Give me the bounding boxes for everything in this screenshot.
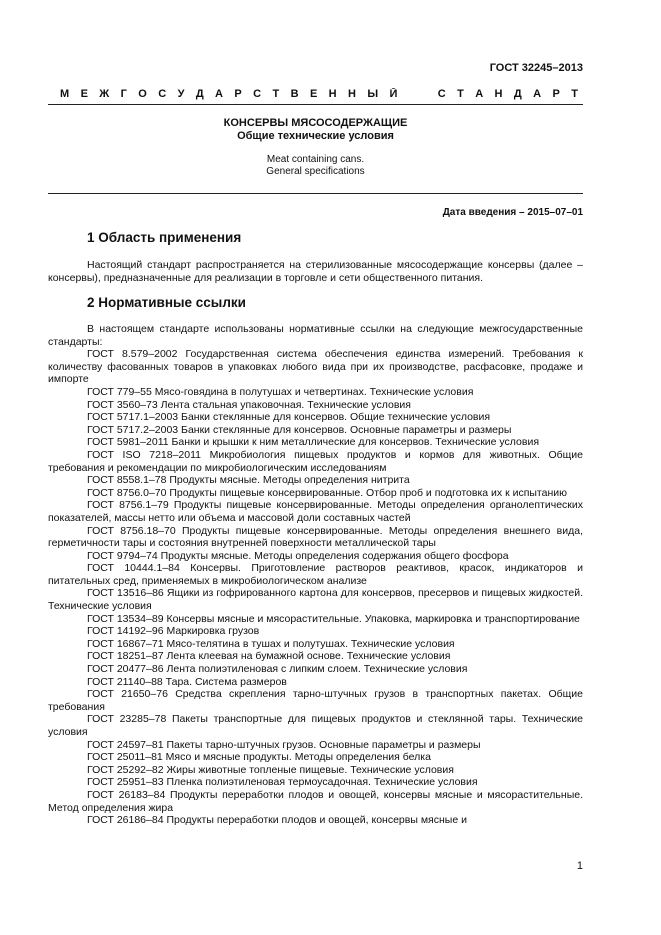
reference-item: ГОСТ 5717.1–2003 Банки стеклянные для консервов. Общие технические условия <box>87 411 491 424</box>
reference-item: ГОСТ 24597–81 Пакеты тарно-штучных грузов. Основные параметры и размеры <box>87 738 481 751</box>
banner-letter: О <box>138 88 147 100</box>
reference-item: ГОСТ 5717.2–2003 Банки стеклянные для консервов. Основные параметры и размеры <box>87 423 512 436</box>
reference-item: ГОСТ 25292–82 Жиры животные топленые пищевые. Технические условия <box>87 763 454 776</box>
top-rule <box>48 104 583 105</box>
reference-item: ГОСТ 3560–73 Лента стальная упаковочная. Технические условия <box>87 398 411 411</box>
reference-item: ГОСТ 8756.0–70 Продукты пищевые консервированные. Отбор проб и подготовка их к испытанию <box>87 486 567 499</box>
banner-letter: С <box>437 88 446 100</box>
interstate-standard-banner <box>60 88 578 100</box>
section-1-heading: 1 Область применения <box>87 230 242 245</box>
reference-item: ГОСТ 14192–96 Маркировка грузов <box>87 625 260 638</box>
banner-letter: М <box>60 88 70 100</box>
banner-letter: У <box>177 88 185 100</box>
banner-letter: Д <box>513 88 522 100</box>
banner-letter: Й <box>389 88 398 100</box>
bottom-rule <box>48 193 583 194</box>
banner-letter: Г <box>120 88 127 100</box>
reference-item: ГОСТ 10444.1–84 Консервы. Приготовление растворов реактивов, красок, индикаторов и питательных сред, применяемых в микробиологическом анализе <box>48 562 583 587</box>
banner-letter: Д <box>195 88 204 100</box>
reference-item: ГОСТ 16867–71 Мясо-телятина в тушах и полутушах. Технические условия <box>87 637 455 650</box>
banner-letter: Н <box>328 88 337 100</box>
document-subtitle: Общие технические условия <box>237 130 394 142</box>
banner-letter: А <box>533 88 542 100</box>
reference-item: ГОСТ 13534–89 Консервы мясные и мясорастительные. Упаковка, маркировка и транспортирование <box>87 612 580 625</box>
reference-item: ГОСТ 8558.1–78 Продукты мясные. Методы определения нитрита <box>87 474 410 487</box>
english-title-line1: Meat containing cans. <box>266 154 365 165</box>
banner-letter: В <box>290 88 299 100</box>
page-number: 1 <box>576 860 583 872</box>
reference-item: ГОСТ 26186–84 Продукты переработки плодов и овощей, консервы мясные и <box>87 814 467 827</box>
reference-item: ГОСТ 21140–88 Тара. Система размеров <box>87 675 287 688</box>
banner-letter: Н <box>348 88 356 100</box>
reference-item: ГОСТ 8.579–2002 Государственная система обеспечения единства измерений. Требования к количеству фасованных товаров в упаковках любого вида при их производстве, расфасовке, продаже и импорте <box>48 348 583 386</box>
banner-letter <box>423 88 426 100</box>
banner-letter: Е <box>80 88 88 100</box>
reference-item: ГОСТ 21650–76 Средства скрепления тарно-штучных грузов в транспортных пакетах. Общие требования <box>48 688 583 713</box>
reference-item: ГОСТ 8756.18–70 Продукты пищевые консервированные. Методы определения внешнего вида, герметичности тары и состояния внутренней поверхности металлической тары <box>48 524 583 550</box>
reference-item: ГОСТ 9794–74 Продукты мясные. Методы определения содержания общего фосфора <box>87 549 509 562</box>
reference-item: ГОСТ 26183–84 Продукты переработки плодов и овощей, консервы мясные и мясорастительные. Метод определения жира <box>48 788 583 814</box>
title-block <box>48 117 583 178</box>
banner-letter: Т <box>571 88 578 100</box>
reference-item: ГОСТ 25011–81 Мясо и мясные продукты. Методы определения белка <box>87 751 431 764</box>
reference-item: ГОСТ 5981–2011 Банки и крышки к ним металлические для консервов. Технические условия <box>87 436 540 449</box>
banner-letter: Е <box>309 88 318 100</box>
reference-item: ГОСТ 8756.1–79 Продукты пищевые консервированные. Методы определения органолептических показателей, массы нетто или объема и массовой доли составных частей <box>48 499 583 524</box>
banner-letter: С <box>158 88 167 100</box>
reference-item: ГОСТ 18251–87 Лента клеевая на бумажной основе. Технические условия <box>87 650 451 663</box>
banner-letter: Р <box>234 88 242 100</box>
banner-letter: Р <box>552 88 560 100</box>
banner-letter: Ы <box>367 88 379 100</box>
document-code: ГОСТ 32245–2013 <box>489 62 583 74</box>
reference-item: ГОСТ 23285–78 Пакеты транспортные для пищевых продуктов и стеклянной тары. Технические условия <box>48 713 583 738</box>
banner-letter: Т <box>272 88 280 100</box>
reference-item: ГОСТ 779–55 Мясо-говядина в полутушах и четвертинах. Технические условия <box>87 385 474 398</box>
references-intro: В настоящем стандарте использованы нормативные ссылки на следующие межгосударственные стандарты: <box>48 323 583 348</box>
document-title: КОНСЕРВЫ МЯСОСОДЕРЖАЩИЕ <box>223 117 408 129</box>
section-2-references <box>48 323 583 827</box>
reference-item: ГОСТ ISO 7218–2011 Микробиология пищевых продуктов и кормов для животных. Общие требования и рекомендации по микробиологическим исследованиям <box>48 448 583 474</box>
banner-letter: А <box>215 88 223 100</box>
banner-letter: А <box>475 88 484 100</box>
section-1-text: Настоящий стандарт распространяется на стерилизованные мясосодержащие консервы (далее – консервы), предназначенные для реализации в торговле и сети общественного питания. <box>48 259 583 284</box>
banner-letter: Ж <box>99 88 110 100</box>
banner-letter: Т <box>457 88 464 100</box>
section-2-heading: 2 Нормативные ссылки <box>87 295 246 310</box>
reference-item: ГОСТ 25951–83 Пленка полиэтиленовая термоусадочная. Технические условия <box>87 776 478 789</box>
english-title <box>48 154 583 178</box>
english-title-line2: General specifications <box>266 166 365 177</box>
reference-item: ГОСТ 13516–86 Ящики из гофрированного картона для консервов, пресервов и пищевых жидкостей. Технические условия <box>48 587 583 613</box>
banner-letter <box>409 88 412 100</box>
introduction-date: Дата введения – 2015–07–01 <box>442 207 583 218</box>
reference-item: ГОСТ 20477–86 Лента полиэтиленовая с липким слоем. Технические условия <box>87 663 468 676</box>
banner-letter: С <box>253 88 262 100</box>
banner-letter: Н <box>494 88 503 100</box>
